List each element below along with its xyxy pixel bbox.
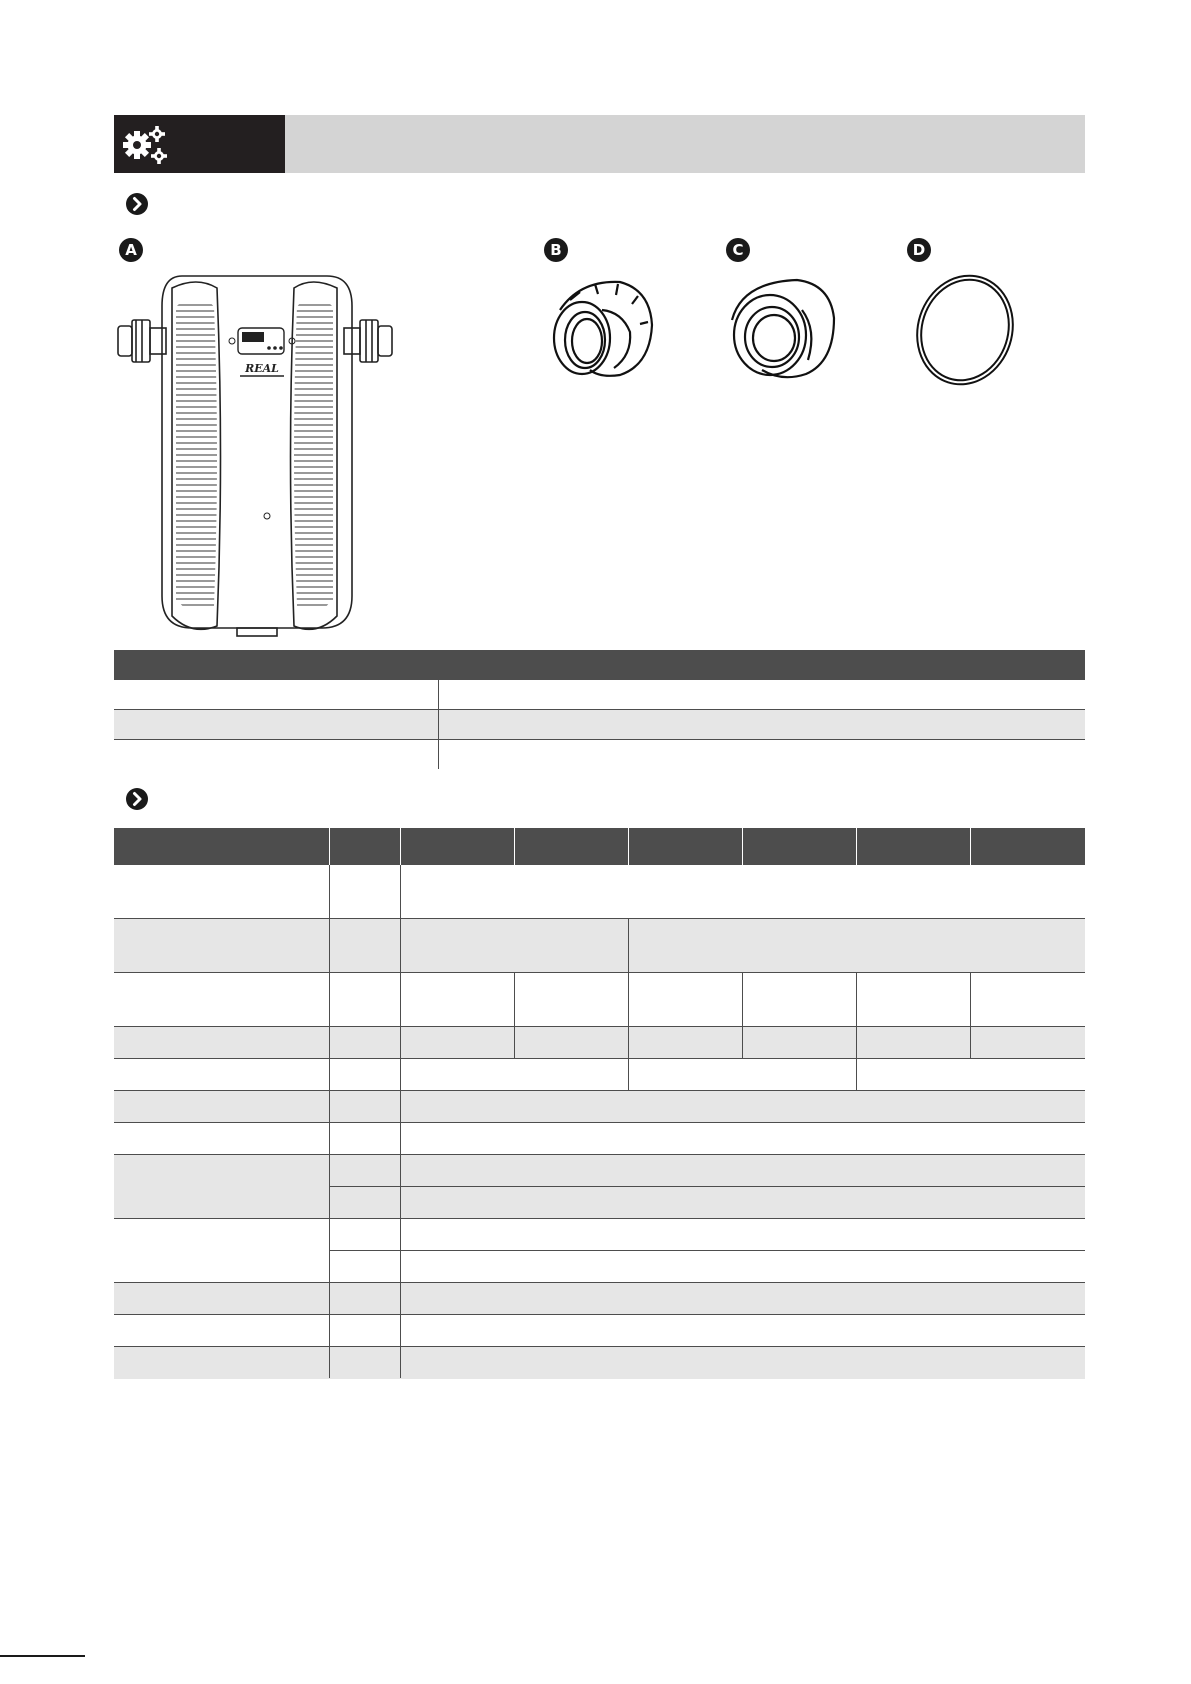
table-cell: [329, 1155, 400, 1187]
table-cell: [114, 973, 329, 1027]
union-nut-illustration: [722, 270, 842, 385]
table-row: [114, 1283, 1085, 1315]
table-cell: [400, 1123, 1085, 1155]
table-header-cell: [329, 828, 400, 865]
table-cell: [742, 973, 856, 1027]
table-row: [114, 1059, 1085, 1091]
table-cell: [438, 680, 1085, 710]
table-cell: [514, 973, 628, 1027]
chevron-right-circle-icon: [126, 193, 148, 215]
o-ring-illustration: [910, 270, 1020, 390]
table-cell: [400, 1347, 1085, 1379]
table-cell: [329, 919, 400, 973]
table-header-cell: [438, 650, 1085, 680]
table-row: [114, 919, 1085, 973]
table-cell: [114, 1347, 329, 1379]
table-cell: [329, 1251, 400, 1283]
table-cell: [970, 1027, 1085, 1059]
table-cell: [400, 1187, 1085, 1219]
chevron-right-circle-icon: [126, 788, 148, 810]
table-row: [114, 1123, 1085, 1155]
table-cell: [114, 1219, 329, 1283]
table-header-cell: [970, 828, 1085, 865]
table-row: [114, 710, 1085, 740]
table-cell: [329, 1347, 400, 1379]
table-cell: [400, 1027, 514, 1059]
table-cell: [628, 973, 742, 1027]
table-cell: [329, 1315, 400, 1347]
table-cell: [628, 919, 1085, 973]
table-cell: [114, 710, 438, 740]
union-connector-illustration: [540, 270, 660, 385]
table-row: [114, 680, 1085, 710]
table-cell: [400, 1315, 1085, 1347]
table-cell: [628, 1027, 742, 1059]
table-cell: [438, 710, 1085, 740]
heater-illustration: [112, 266, 397, 638]
table-cell: [329, 1219, 400, 1251]
part-letter-badge: B: [544, 238, 568, 262]
table-cell: [400, 1283, 1085, 1315]
table-cell: [856, 1027, 970, 1059]
table-cell: [329, 1123, 400, 1155]
table-header-row: [114, 828, 1085, 865]
table-header-row: [114, 650, 1085, 680]
table-cell: [400, 865, 1085, 919]
table-cell: [742, 1027, 856, 1059]
table-cell: [970, 973, 1085, 1027]
footer-rule: [0, 1655, 85, 1657]
table-cell: [114, 1315, 329, 1347]
table-header-cell: [628, 828, 742, 865]
table-row: [114, 1091, 1085, 1123]
part-letter-badge: A: [119, 238, 143, 262]
table-cell: [400, 919, 628, 973]
table-cell: [329, 973, 400, 1027]
table-header-cell: [114, 650, 438, 680]
table-row: [114, 1219, 1085, 1251]
gears-icon: [121, 125, 173, 165]
table-cell: [329, 865, 400, 919]
table-cell: [114, 1059, 329, 1091]
table-row: [114, 740, 1085, 770]
table-cell: [114, 680, 438, 710]
table-header-cell: [114, 828, 329, 865]
table-cell: [329, 1091, 400, 1123]
table-cell: [856, 973, 970, 1027]
table-cell: [114, 1283, 329, 1315]
table-header-cell: [514, 828, 628, 865]
table-cell: [400, 1059, 628, 1091]
table-cell: [114, 1123, 329, 1155]
table-cell: [114, 1091, 329, 1123]
parts-table: [114, 650, 1085, 769]
table-header-cell: [856, 828, 970, 865]
table-cell: [438, 740, 1085, 770]
table-cell: [400, 1091, 1085, 1123]
table-cell: [114, 1155, 329, 1219]
table-cell: [114, 865, 329, 919]
table-cell: [400, 1219, 1085, 1251]
table-cell: [329, 1059, 400, 1091]
table-cell: [400, 1155, 1085, 1187]
table-cell: [400, 973, 514, 1027]
table-row: [114, 1347, 1085, 1379]
table-row: [114, 1315, 1085, 1347]
heater-logo: REAL: [245, 362, 279, 375]
table-cell: [628, 1059, 856, 1091]
table-cell: [329, 1187, 400, 1219]
table-row: [114, 865, 1085, 919]
table-cell: [856, 1059, 1085, 1091]
table-header-cell: [400, 828, 514, 865]
table-cell: [400, 1251, 1085, 1283]
table-row: [114, 973, 1085, 1027]
table-row: [114, 1027, 1085, 1059]
table-cell: [114, 740, 438, 770]
part-letter-badge: C: [726, 238, 750, 262]
table-cell: [514, 1027, 628, 1059]
part-letter-badge: D: [907, 238, 931, 262]
table-row: [114, 1155, 1085, 1187]
table-cell: [114, 1027, 329, 1059]
table-cell: [329, 1283, 400, 1315]
table-cell: [329, 1027, 400, 1059]
specifications-table: [114, 828, 1085, 1379]
table-header-cell: [742, 828, 856, 865]
table-cell: [114, 919, 329, 973]
section-header-icon-box: [114, 115, 285, 173]
